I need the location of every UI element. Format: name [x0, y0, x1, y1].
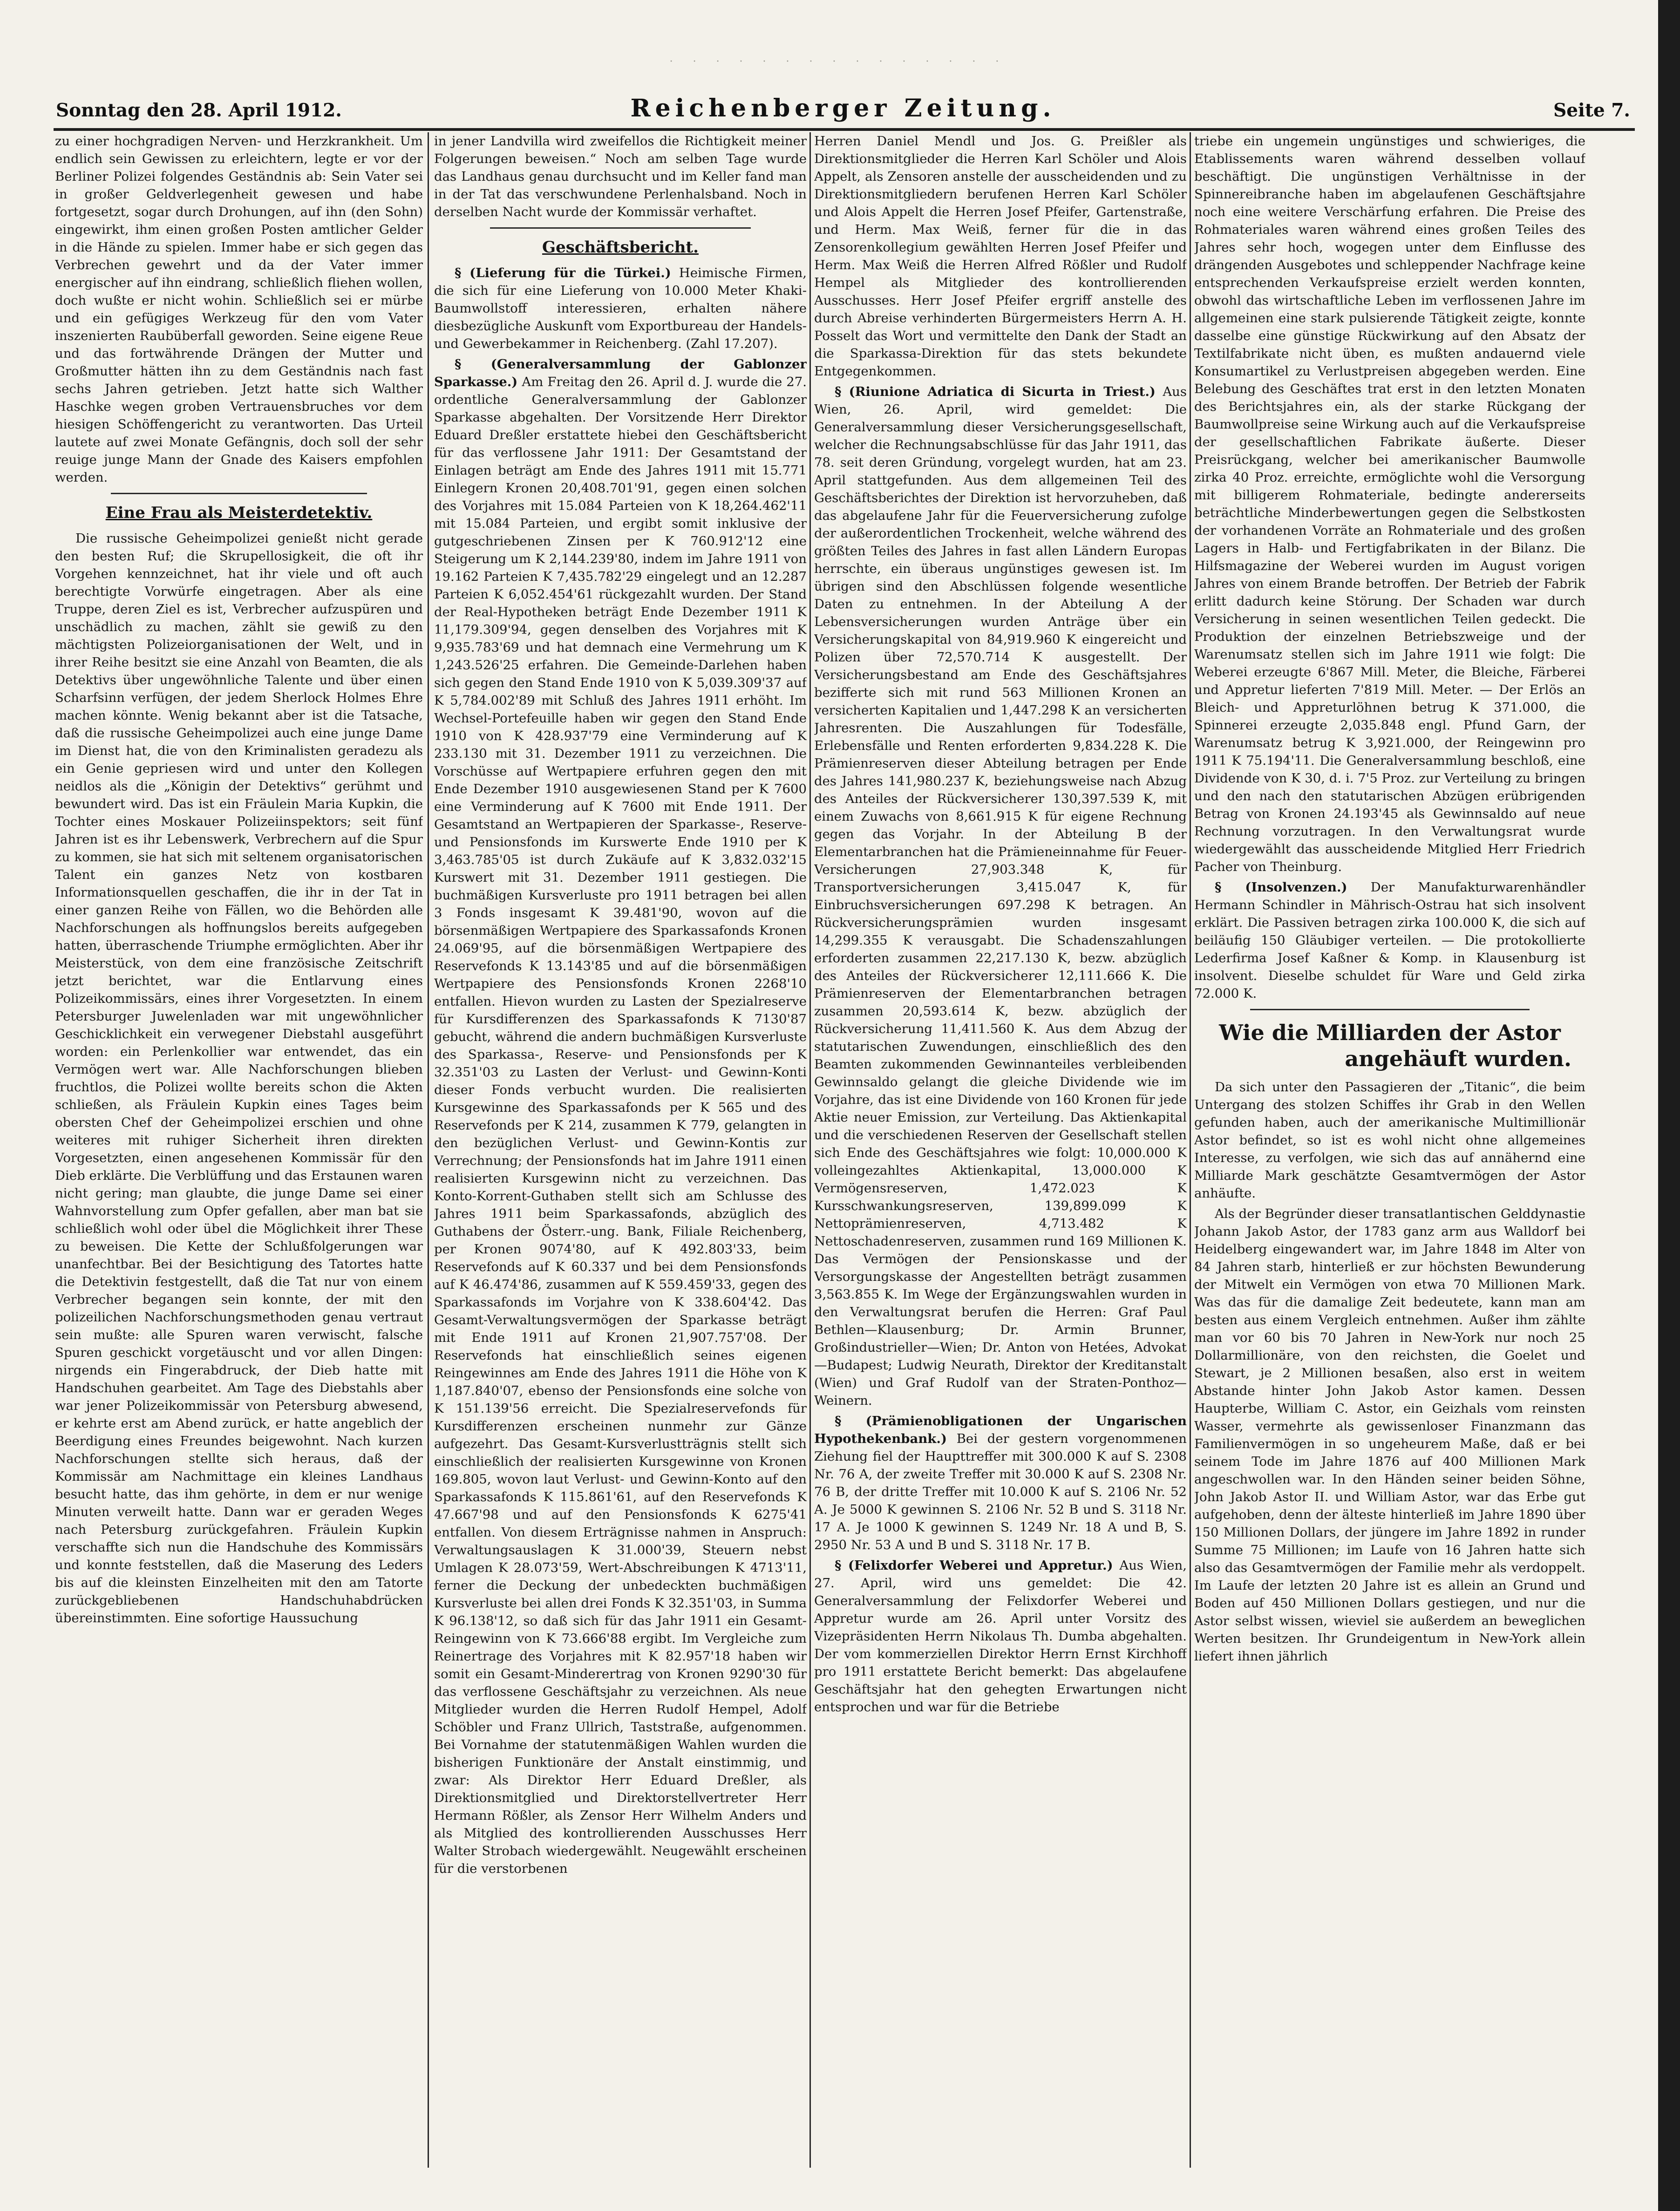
column-rule — [1190, 132, 1191, 2168]
item-lead: § (Insolvenzen.) — [1215, 880, 1347, 895]
heading-line: Wie die Milliarden der Astor — [1219, 1020, 1561, 1045]
item-lead: § (Riunione Adriatica di Sicurta in Triest.) — [835, 384, 1156, 399]
column-3 — [814, 132, 1187, 2175]
article-paragraph: in jener Landvilla wird zweifellos die Richtigkeit meiner Folgerungen beweisen.“ Noch am selben Tage wurde das Landhaus genau durchsucht und im Keller fand man in der Tat das verschwundene Perlenhalsband. Noch in derselben Nacht wurde der Kommissär verhaftet. — [434, 134, 807, 219]
item-text: Der Manufakturwarenhändler Hermann Schindler in Mährisch-Ostrau hat sich insolvent erklärt. Die Passiven betragen zirka 100.000 K, die sich auf beiläufig 150 Gläubiger verteilen. — Die protokollierte Lederfirma Josef Kaßner & Komp. in Klausenburg ist insolvent. Dieselbe schuldet für Ware und Geld zirka 72.000 K. — [1194, 880, 1585, 1001]
item-lead: § (Lieferung für die Türkei.) — [455, 265, 671, 280]
article-paragraph — [1194, 878, 1585, 1002]
column-rule — [809, 132, 811, 2168]
item-text: Bei der gestern vorgenommenen Ziehung fiel der Haupttreffer mit 300.000 K auf S. 2308 Nr. 76 A, der zweite Treffer mit 30.000 K auf S. 2308 Nr. 76 B, der dritte Treffer mit 10.000 K auf S. 2106 Nr. 52 A. Je 5000 K gewinnen S. 2106 Nr. 52 B und S. 3118 Nr. 17 A. Je 1000 K gewinnen S. 1249 Nr. 18 A und B, S. 2950 Nr. 53 A und B und S. 3118 Nr. 17 B. — [814, 1431, 1187, 1552]
article-paragraph — [434, 355, 807, 1878]
article-paragraph: triebe ein ungemein ungünstiges und schwieriges, die Etablissements waren während desselben vollauf beschäftigt. Die ungünstigen Verhältnisse in der Spinnereibranche haben im abgelaufenen Geschäftsjahre noch eine weitere Verschärfung erfahren. Die Preise des Rohmateriales waren während eines großen Teiles des Jahres sehr hoch, wogegen unter dem Einflusse des drängenden Ausgebotes und schleppender Nachfrage keine entsprechenden Verkaufspreise erzielt werden konnten, obwohl das wirtschaftliche Leben im verflossenen Jahre im allgemeinen eine stark pulsierende Tätigkeit zeigte, konnte dasselbe eine günstige Rückwirkung auf den Absatz der Textilfabrikate nicht üben, es mußten andauernd viele Konsumartikel zu Verlustpreisen abgegeben werden. Eine Belebung des Geschäftes trat erst in den letzten Monaten des Berichtsjahres ein, als der starke Rückgang der Baumwollpreise seine Wirkung auch auf die Verkaufspreise der gesellschaftlichen Fabrikate äußerte. Dieser Preisrückgang, welcher bei amerikanischer Baumwolle zirka 40 Proz. erreichte, ermöglichte wohl die Versorgung mit billigerem Rohmateriale, bedingte andererseits beträchtliche Minderbewertungen gegen die Selbstkosten der vorhandenen Vorräte an Rohmateriale und des großen Lagers in Halb- und Fertigfabrikaten in der Bilanz. Die Hilfsmagazine der Weberei wurden im August vorigen Jahres von einem Brande betroffen. Der Betrieb der Fabrik erlitt dadurch keine Störung. Der Schaden war durch Versicherung in seinen wesentlichen Teilen gedeckt. Die Produktion der einzelnen Betriebszweige und der Warenumsatz stellen sich im Jahre 1911 wie folgt: Die Weberei erzeugte 6'867 Mill. Meter, die Bleiche, Färberei und Appretur lieferten 7'819 Mill. Meter. — Der Erlös an Bleich- und Appreturlöhnen betrug K 371.000, die Spinnerei erzeugte 2,035.848 engl. Pfund Garn, der Warenumsatz betrug K 3,921.000, der Reingewinn pro 1911 K 75.194'11. Die Generalversammlung beschloß, eine Dividende von K 30, d. i. 7'5 Proz. zur Verteilung zu bringen und den nach den statutarischen Abzügen erübrigenden Betrag von Kronen 24.193'45 als Gewinnsaldo auf neue Rechnung vorzutragen. In den Verwaltungsrat wurde wiedergewählt das ausscheidende Mitglied Herr Friedrich Pacher von Theinburg. — [1194, 134, 1585, 874]
article-paragraph: zu einer hochgradigen Nerven- und Herzkrankheit. Um endlich sein Gewissen zu erleichtern, legte er vor der Berliner Polizei folgendes Geständnis ab: Sein Vater sei in großer Geldverlegenheit gewesen und habe fortgesetzt, sogar durch Drohungen, auf ihn (den Sohn) eingewirkt, ihm einen großen Posten amtlicher Gelder in die Hände zu spielen. Immer habe er sich gegen das Verbrechen gewehrt und da der Vater immer energischer auf ihn eindrang, schließlich fliehen wollen, doch wußte er nicht wohin. Schließlich sei er mürbe und ein gefügiges Werkzeug für den vom Vater inszenierten Raubüberfall geworden. Seine eigene Reue und das fortwährende Drängen der Mutter und Großmutter hätten ihn zu dem Geständnis nach fast sechs Jahren getrieben. Jetzt hatte sich Walther Haschke wegen groben Vertrauensbruches vor dem hiesigen Schöffengericht zu verantworten. Das Urteil lautete auf zwei Monate Gefängnis, doch soll der sehr reuige junge Mann der Gnade des Kaisers empfohlen werden. — [55, 134, 423, 485]
item-lead: § (Generalversammlung der Gablonzer Sparkasse.) — [434, 357, 807, 389]
item-lead: § (Prämienobligationen der Ungarischen Hypothekenbank.) — [814, 1414, 1187, 1446]
column-2 — [434, 132, 807, 2175]
header-title: Reichenberger Zeitung. — [630, 94, 1056, 122]
article-heading-astor — [1194, 1020, 1585, 1072]
column-rule — [428, 132, 429, 2168]
heading-line: angehäuft wurden. — [1345, 1046, 1571, 1071]
scan-edge — [1658, 0, 1680, 2211]
article-separator — [111, 493, 367, 494]
article-paragraph — [434, 264, 807, 353]
item-lead: § (Felixdorfer Weberei und Appretur.) — [835, 1558, 1113, 1573]
article-paragraph — [814, 1557, 1187, 1716]
article-paragraph: Da sich unter den Passagieren der „Titanic“, die beim Untergang des stolzen Schiffes ihr Grab in den Wellen gefunden haben, auch der amerikanische Multimillionär Astor befindet, so ist es wohl nicht ohne allgemeines Interesse, zu verfolgen, wie sich das auf annähernd eine Milliarde Mark geschätzte Gesamtvermögen der Astor anhäufte. — [1194, 1080, 1585, 1201]
item-text: Heimische Firmen, die sich für eine Lieferung von 10.000 Meter Khaki-Baumwollstoff interessieren, erhalten nähere diesbezügliche Auskunft vom Exportbureau der Handels- und Gewerbekammer in Reichenberg. (Zahl 17.207). — [434, 265, 807, 351]
item-text: Aus Wien, 26. April, wird gemeldet: Die Generalversammlung dieser Versicherungsgesellschaft, welcher die Rechnungsabschlüsse für das Jahr 1911, das 78. seit deren Gründung, vorgelegt wurden, hat am 23. April stattgefunden. Aus dem allgemeinen Teil des Geschäftsberichtes der Direktion ist hervorzuheben, daß das abgelaufene Jahr für die Feuerversicherung zufolge der außerordentlichen Trockenheit, welche während des größten Teiles des Jahres in fast allen Ländern Europas herrschte, ein überaus ungünstiges gewesen ist. Im übrigen sind den Abschlüssen folgende wesentliche Daten zu entnehmen. In der Abteilung A der Lebensversicherungen wurden Anträge über ein Versicherungskapital von 84,919.960 K eingereicht und Polizen über 72,570.714 K ausgestellt. Der Versicherungsbestand am Ende des Geschäftsjahres bezifferte sich mit rund 563 Millionen Kronen an versicherten Kapitalien und 1,447.298 K an versicherten Jahresrenten. Die Auszahlungen für Todesfälle, Erlebensfälle und Renten erforderten 9,834.228 K. Die Prämienreserven dieser Abteilung betragen per Ende des Jahres 141,980.237 K, beziehungsweise nach Abzug des Anteiles der Rückversicherer 130,397.539 K, mit einem Zuwachs von 8,661.915 K für eigene Rechnung gegen das Vorjahr. In der Abteilung B der Elementarbranchen hat die Prämieneinnahme für Feuer-Versicherungen 27,903.348 K, für Transportversicherungen 3,415.047 K, für Einbruchsversicherungen 697.298 K betragen. An Rückversicherungsprämien wurden insgesamt 14,299.355 K verausgabt. Die Schadenszahlungen erforderten zusammen 22,217.130 K, bezw. abzüglich des Anteiles der Rückversicherer 12,111.666 K. Die Prämienreserven der Elementarbranchen betragen zusammen 20,593.614 K, bezw. abzüglich der Rückversicherung 11,411.560 K. Aus dem Abzug der statutarischen Zuwendungen, einschließlich des den Beamten zukommenden Gewinnanteiles verbleibenden Gewinnsaldo gelangt die gleiche Dividende wie im Vorjahre, das ist eine Dividende von 160 Kronen für jede Aktie neuer Emission, zur Verteilung. Das Aktienkapital und die verschiedenen Reserven der Gesellschaft stellen sich Ende des Geschäftsjahres wie folgt: 10,000.000 K volleingezahltes Aktienkapital, 13,000.000 K Vermögensreserven, 1,472.023 K Kursschwankungsreserven, 139,899.099 K Nettoprämienreserven, 4,713.482 K Nettoschadenreserven, zusammen rund 169 Millionen K. Das Vermögen der Pensionskasse und der Versorgungskasse der Angestellten beträgt zusammen 3,563.855 K. Im Wege der Ergänzungswahlen wurden in den Verwaltungsrat berufen die Herren: Graf Paul Bethlen—Klausenburg; Dr. Armin Brunner, Großindustrieller—Wien; Dr. Anton von Hetées, Advokat—Budapest; Ludwig Neurath, Direktor der Kreditanstalt (Wien) und Graf Rudolf van der Straten-Ponthoz—Weinern. — [814, 384, 1187, 1408]
article-heading-detective: Eine Frau als Meisterdetektiv. — [105, 503, 373, 522]
column-1 — [55, 132, 423, 2175]
article-paragraph: Die russische Geheimpolizei genießt nicht gerade den besten Ruf; die Skrupellosigkeit, die oft ihr Vorgehen kennzeichnet, hat ihr viele und oft auch berechtigte Vorwürfe eingetragen. Aber als eine Truppe, deren Ziel es ist, Verbrecher aufzuspüren und unschädlich zu machen, zählt sie gewiß zu den mächtigsten Polizeiorganisationen der Welt, und in ihrer Reihe besitzt sie eine Anzahl von Beamten, die als Detektivs über ungewöhnliche Talente und über einen Scharfsinn verfügen, der jedem Sherlock Holmes Ehre machen könnte. Wenig bekannt aber ist die Tatsache, daß die russische Geheimpolizei auch eine junge Dame im Dienst hat, die von den Kriminalisten geradezu als ein Genie gepriesen wird und unter den Kollegen neidlos als die „Königin der Detektivs“ gerühmt und bewundert wird. Das ist ein Fräulein Maria Kupkin, die Tochter eines Moskauer Polizeiinspektors; seit fünf Jahren ist es ihr Lebenswerk, Verbrechern auf die Spur zu kommen, sie hat sich mit seltenem organisatorischen Talent ein ganzes Netz von kostbaren Informationsquellen geschaffen, die ihr in der Tat in einer ganzen Reihe von Fällen, wo die Behörden alle Nachforschungen als hoffnungslos bereits aufgegeben hatten, überraschende Triumphe ermöglichten. Aber ihr Meisterstück, von dem eine französische Zeitschrift jetzt berichtet, war die Entlarvung eines Polizeikommissärs, eines ihrer Vorgesetzten. In einem Petersburger Juwelenladen war mit ungewöhnlicher Geschicklichkeit ein verwegener Diebstahl ausgeführt worden: ein Perlenkollier war entwendet, das ein Vermögen wert war. Alle Nachforschungen blieben fruchtlos, die Polizei wollte bereits schon die Akten schließen, als Fräulein Kupkin eines Tages beim obersten Chef der Geheimpolizei erschien und ohne weiteres mit ruhiger Sicherheit ihren direkten Vorgesetzten, einen angesehenen Kommissär für den Dieb erklärte. Die Verblüffung und das Erstaunen waren nicht gering; man glaubte, die junge Dame sei einer Wahnvorstellung zum Opfer gefallen, aber man bat sie schließlich wohl oder übel die Möglichkeit ihrer These zu beweisen. Die Kette der Schlußfolgerungen war unanfechtbar. Bei der Besichtigung des Tatortes hatte die Detektivin festgestellt, daß die Tat nur von einem Verbrecher begangen sein konnte, der mit den polizeilichen Nachforschungsmethoden genau vertraut sein mußte: alle Spuren waren verwischt, falsche Spuren geschickt vorgetäuscht und vor allen Dingen: nirgends ein Fingerabdruck, der Dieb hatte mit Handschuhen gearbeitet. Am Tage des Diebstahls aber war jener Polizeikommissär von Petersburg abwesend, er kehrte erst am Abend zurück, er hatte angeblich der Beerdigung eines Freundes beigewohnt. Nach kurzen Nachforschungen stellte sich heraus, daß der Kommissär am Nachmittage ein kleines Landhaus besucht hatte, das ihm gehörte, in dem er nur wenige Minuten verweilt hatte. Dann war er geraden Weges nach Petersburg zurückgefahren. Fräulein Kupkin verschaffte sich nun die Handschuhe des Kommissärs und konnte feststellen, daß die Maserung des Leders bis auf die kleinsten Einzelheiten mit den am Tatorte zurückgebliebenen Handschuhabdrücken übereinstimmten. Eine sofortige Haussuchung — [55, 531, 423, 1626]
page-header — [56, 87, 1630, 127]
header-page-number: Seite 7. — [1553, 100, 1630, 121]
article-paragraph — [814, 1412, 1187, 1554]
article-paragraph: Herren Daniel Mendl und Jos. G. Preißler als Direktionsmitglieder die Herren Karl Schöler und Alois Appelt, als Zensoren anstelle der ausscheidenden und zu Direktionsmitgliedern berufenen Herren Karl Schöler und Alois Appelt die Herren Josef Pfeifer, Gartenstraße, und Herm. Max Weiß, ferner für die in das Zensorenkollegium gewählten Herren Josef Pfeifer und Herm. Max Weiß die Herren Alfred Rößler und Rudolf Hempel als Mitglieder des kontrollierenden Ausschusses. Herr Josef Pfeifer ergriff anstelle des durch Abreise verhinderten Bürgermeisters Herrn A. H. Posselt das Wort und vermittelte den Dank der Stadt an die Sparkassa-Direktion für das stets bekundete Entgegenkommen. — [814, 134, 1187, 379]
article-separator — [490, 227, 751, 229]
article-paragraph — [814, 383, 1187, 1409]
fold-marks: · · · · · · · · · · · · · · · — [669, 56, 1007, 68]
item-text: Aus Wien, 27. April, wird uns gemeldet: Die 42. Generalversammlung der Felixdorfer Weberei und Appretur wurde am 26. April unter Vorsitz des Vizepräsidenten Herrn Nikolaus Th. Dumba abgehalten. Der vom kommerziellen Direktor Herrn Ernst Kirchhoff pro 1911 erstattete Bericht bemerkt: Das abgelaufene Geschäftsjahr hat den gehegten Erwartungen nicht entsprochen und war für die Betriebe — [814, 1558, 1187, 1714]
item-text: Am Freitag den 26. April d. J. wurde die 27. ordentliche Generalversammlung der Gablonzer Sparkasse abgehalten. Der Vorsitzende Herr Direktor Eduard Dreßler erstattete hiebei den Geschäftsbericht für das verflossene Jahr 1911: Der Gesamtstand der Einlagen beträgt am Ende des Jahres 1911 mit 15.771 Einlegern Kronen 20,408.701'91, gegen einen solchen des Vorjahres mit 15.084 Parteien von K 18,264.462'11 mit 15.084 Parteien, und ergibt somit inklusive der gutgeschriebenen Zinsen per K 760.912'12 eine Steigerung um K 2,144.239'80, indem im Jahre 1911 von 19.162 Parteien K 7,435.782'29 eingelegt und an 12.287 Parteien K 6,052.454'61 rückgezahlt wurden. Der Stand der Real-Hypotheken beträgt Ende Dezember 1911 K 11,179.309'94, gegen denselben des Vorjahres mit K 9,935.783'69 und hat demnach eine Vermehrung um K 1,243.526'25 erfahren. Die Gemeinde-Darlehen haben sich gegen den Stand Ende 1910 von K 5,039.309'37 auf K 5,784.002'89 mit Schluß des Jahres 1911 erhöht. Im Wechsel-Portefeuille haben wir gegen den Stand Ende 1910 von K 428.937'79 eine Verminderung auf K 233.130 mit 31. Dezember 1911 zu verzeichnen. Die Vorschüsse auf Wertpapiere erfuhren gegen den mit Ende Dezember 1910 ausgewiesenen Stand per K 7600 eine Verminderung auf K 7600 mit Ende 1911. Der Gesamtstand an Wertpapieren der Sparkasse-, Reserve- und Pensionsfonds im Kurswerte Ende 1910 per K 3,463.785'05 ist durch Zukäufe auf K 3,832.032'15 Kurswert mit 31. Dezember 1911 gestiegen. Die buchmäßigen Kursverluste pro 1911 betragen bei allen 3 Fonds insgesamt K 39.481'90, wovon auf die börsenmäßigen Wertpapiere des Sparkassafonds Kronen 24.069'95, auf die börsenmäßigen Wertpapiere des Reservefonds K 13.143'85 und auf die börsenmäßigen Wertpapiere des Pensionsfonds Kronen 2268'10 entfallen. Hievon wurden zu Lasten der Spezialreserve für Kursdifferenzen des Sparkassafonds K 7130'87 gebucht, während die andern buchmäßigen Kursverluste des Sparkassa-, Reserve- und Pensionsfonds per K 32.351'03 zu Lasten der Verlust- und Gewinn-Konti dieser Fonds verbucht wurden. Die realisierten Kursgewinne des Sparkassafonds per K 565 und des Reservefonds per K 214, zusammen K 779, gelangten in den bezüglichen Verlust- und Gewinn-Kontis zur Verrechnung; der Pensionsfonds hat im Jahre 1911 einen realisierten Kursgewinn nicht zu verzeichnen. Das Konto-Korrent-Guthaben stellt sich am Schlusse des Jahres 1911 beim Sparkassafonds, abzüglich des Guthabens der Österr.-ung. Bank, Filiale Reichenberg, per Kronen 9074'80, auf K 492.803'33, beim Reservefonds auf K 60.337 und bei dem Pensionsfonds auf K 46.474'86, zusammen auf K 559.459'33, gegen des Sparkassafonds im Vorjahre von K 338.604'42. Das Gesamt-Verwaltungsvermögen der Sparkasse beträgt mit Ende 1911 auf Kronen 21,907.757'08. Der Reservefonds hat einschließlich seines eigenen Reingewinnes am Ende des Jahres 1911 die Höhe von K 1,187.840'07, ebenso der Pensionsfonds eine solche von K 151.139'56 erreicht. Die Spezialreservefonds für Kursdifferenzen erscheinen nunmehr zur Gänze aufgezehrt. Das Gesamt-Kursverlustträgnis stellt sich einschließlich der realisierten Kursgewinne von Kronen 169.805, wovon laut Verlust- und Gewinn-Konto auf den Sparkassafonds K 115.861'61, auf den Reservefonds K 47.667'98 und auf den Pensionsfonds K 6275'41 entfallen. Von diesem Erträgnisse nahmen in Anspruch: Verwaltungsauslagen K 31.000'39, Steuern nebst Umlagen K 28.073'59, Wert-Abschreibungen K 4713'11, ferner die Deckung der unbedeckten buchmäßigen Kursverluste bei allen drei Fonds K 32.351'03, in Summa K 96.138'12, so daß sich für das Jahr 1911 ein Gesamt-Reingewinn von K 73.666'88 ergibt. Im Vergleiche zum Reinertrage des Vorjahres mit K 82.957'18 haben wir somit ein Gesamt-Minderertrag von Kronen 9290'30 für das verflossene Geschäftsjahr zu verzeichnen. Als neue Mitglieder wurden die Herren Rudolf Hempel, Adolf Schöbler und Franz Ullrich, Taststraße, aufgenommen. Bei Vornahme der statutenmäßigen Wahlen wurden die bisherigen Funktionäre der Anstalt einstimmig, und zwar: Als Direktor Herr Eduard Dreßler, als Direktionsmitglied und Direktorstellvertreter Herr Hermann Rößler, als Zensor Herr Wilhelm Anders und als Mitglied des kontrollierenden Ausschusses Herr Walter Strobach wiedergewählt. Neugewählt erscheinen für die verstorbenen — [434, 374, 807, 1876]
article-separator — [1250, 1009, 1530, 1010]
section-heading-business-report: Geschäftsbericht. — [542, 238, 699, 257]
column-4 — [1194, 132, 1585, 2175]
header-date: Sonntag den 28. April 1912. — [56, 100, 342, 121]
article-paragraph: Als der Begründer dieser transatlantischen Gelddynastie Johann Jakob Astor, der 1783 ganz arm aus Walldorf bei Heidelberg eingewandert war, im Jahre 1848 im Alter von 84 Jahren starb, hinterließ er zur höchsten Bewunderung der Mitwelt ein Vermögen von etwa 70 Millionen Mark. Was das für die damalige Zeit bedeutete, kann man am besten aus einem Vergleich entnehmen. Außer ihm zählte man vor 60 bis 70 Jahren in New-York nur noch 25 Dollarmillionäre, von den reichsten, die Goelet und Stewart, je 2 Millionen besaßen, also erst in weitem Abstande hinter John Jakob Astor kamen. Dessen Haupterbe, William C. Astor, ein Geizhals vom reinsten Wasser, vermehrte als gewissenloser Finanzmann das Familienvermögen in so ungeheurem Maße, daß er bei seinem Tode im Jahre 1876 auf 400 Millionen Mark angeschwollen war. In den Händen seiner beiden Söhne, John Jakob Astor II. und William Astor, war das Erbe gut aufgehoben, denn der älteste hinterließ im Jahre 1890 über 150 Millionen Dollars, der jüngere im Jahre 1892 in runder Summe 75 Millionen; im Laufe von 16 Jahren hatte sich also das Gesamtvermögen der Familie mehr als verdoppelt. Im Laufe der letzten 20 Jahre ist es allein an Grund und Boden auf 450 Millionen Dollars gestiegen, und nur die Astor selbst wissen, wieviel sie außerdem an beweglichen Werten besitzen. Ihr Grundeigentum in New-York allein liefert ihnen jährlich — [1194, 1206, 1585, 1664]
header-rule — [54, 128, 1635, 131]
